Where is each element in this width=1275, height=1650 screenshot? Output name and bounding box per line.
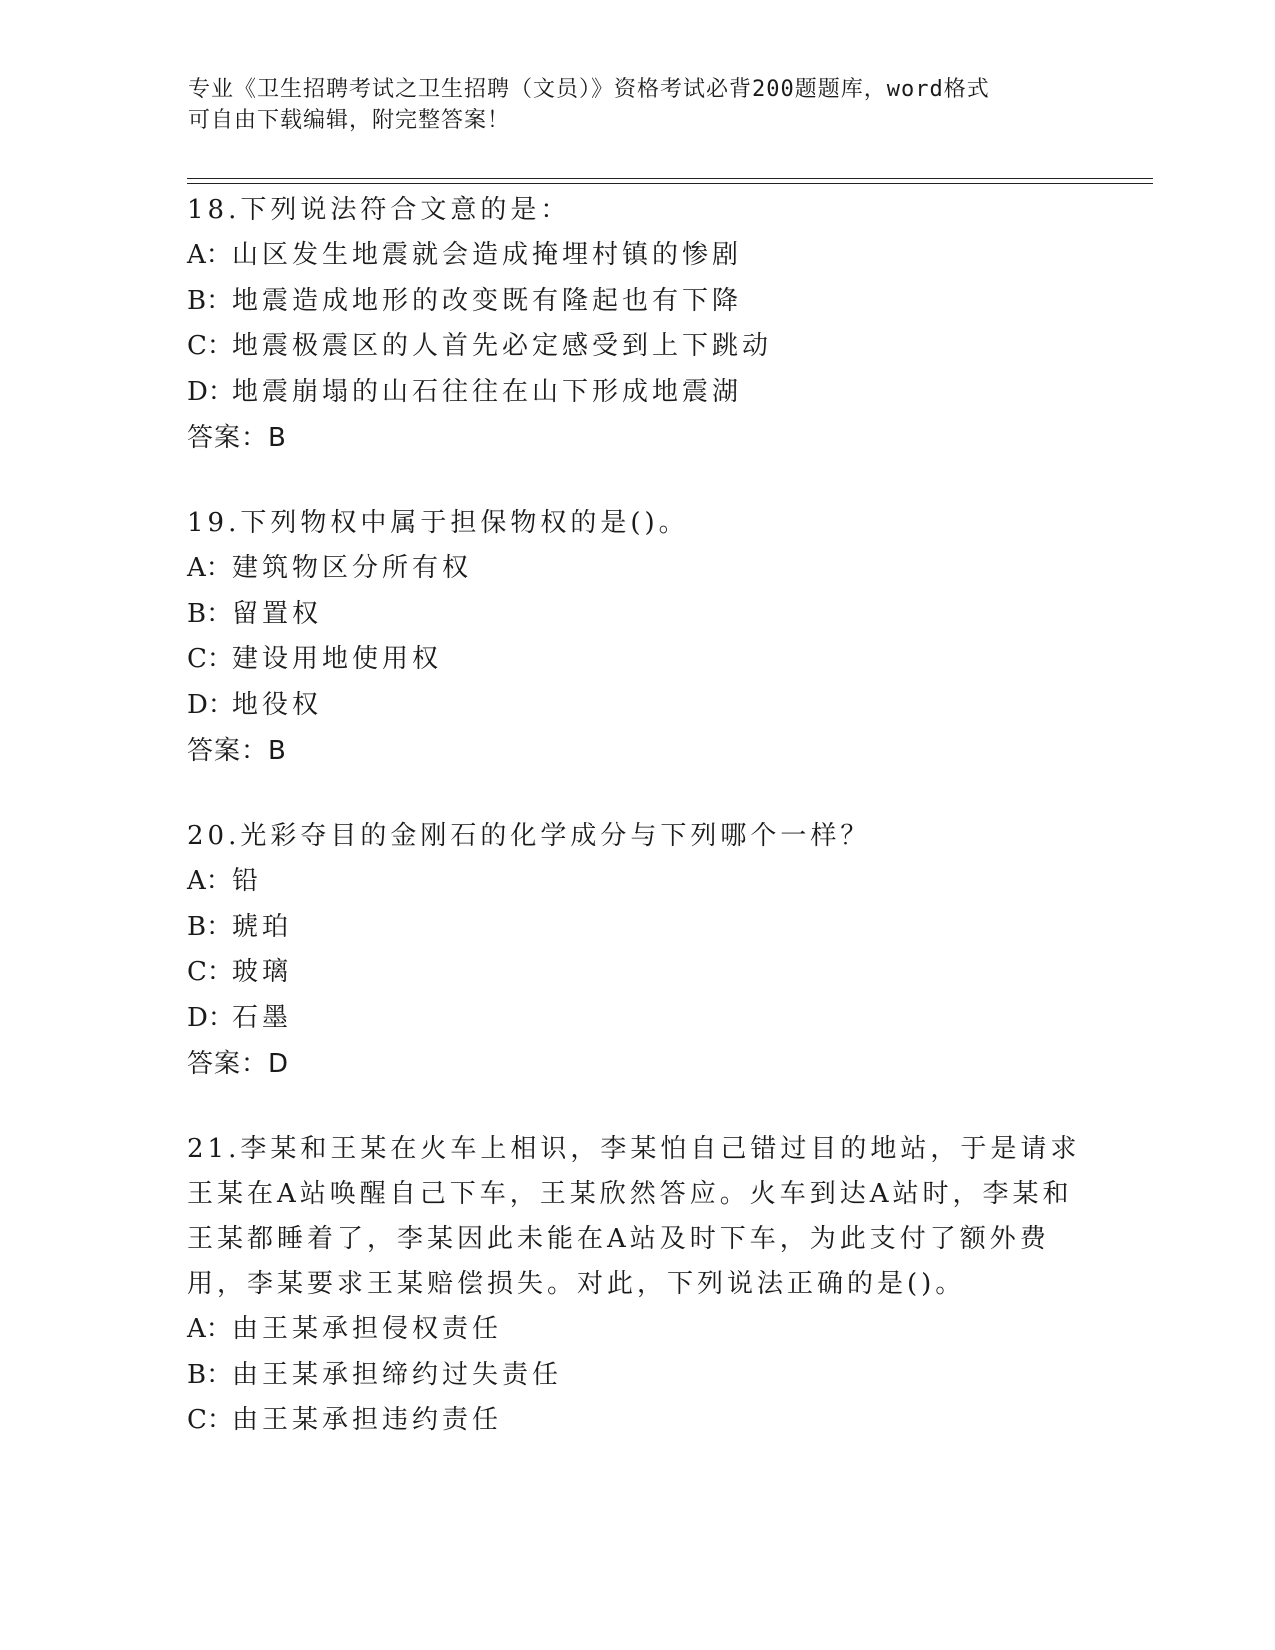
option-key: B： xyxy=(187,911,233,942)
option-a xyxy=(187,233,1087,279)
option-key: B： xyxy=(187,285,233,316)
option-text: 山区发生地震就会造成掩埋村镇的惨剧 xyxy=(232,240,743,270)
header-line-1: 专业《卫生招聘考试之卫生招聘（文员）》资格考试必背200题题库，word格式 xyxy=(188,77,990,102)
question-stem: 21.李某和王某在火车上相识，李某怕自己错过目的地站，于是请求王某在A站唤醒自己下车，王某欣然答应。火车到达A站时，李某和王某都睡着了，李某因此未能在A站及时下车，为此支付了额外费用，李某要求王某赔偿损失。对此，下列说法正确的是()。 xyxy=(187,1134,1081,1299)
option-text: 由王某承担缔约过失责任 xyxy=(232,1359,563,1390)
header-divider-bottom xyxy=(187,183,1153,184)
option-b xyxy=(187,592,1087,638)
question-gap xyxy=(187,774,1087,814)
option-key: A： xyxy=(187,1314,232,1344)
answer-line: 答案：D xyxy=(187,1049,290,1079)
option-key: C： xyxy=(187,1405,233,1435)
option-key: C： xyxy=(187,331,233,361)
option-text: 地震极震区的人首先必定感受到上下跳动 xyxy=(232,331,773,361)
option-b xyxy=(187,905,1087,951)
option-text: 由王某承担侵权责任 xyxy=(232,1314,503,1344)
option-text: 建设用地使用权 xyxy=(232,644,443,674)
option-text: 玻璃 xyxy=(232,957,293,987)
option-key: A： xyxy=(187,866,232,896)
question-19 xyxy=(187,501,1087,774)
question-gap xyxy=(187,1087,1087,1127)
option-text: 石墨 xyxy=(232,1002,293,1033)
header-line-2: 可自由下载编辑，附完整答案！ xyxy=(188,108,511,133)
header-divider-top xyxy=(187,178,1153,179)
option-key: A： xyxy=(187,553,232,583)
question-list xyxy=(187,188,1087,1444)
option-d xyxy=(187,370,1087,416)
option-key: A： xyxy=(187,240,232,270)
question-stem: 19.下列物权中属于担保物权的是()。 xyxy=(187,508,689,538)
option-b xyxy=(187,1353,1087,1399)
option-text: 琥珀 xyxy=(232,911,293,942)
question-gap xyxy=(187,461,1087,501)
option-key: D： xyxy=(187,376,234,407)
option-key: D： xyxy=(187,1002,234,1033)
option-a xyxy=(187,1307,1087,1353)
option-key: C： xyxy=(187,957,233,987)
option-a xyxy=(187,859,1087,905)
option-text: 由王某承担违约责任 xyxy=(232,1405,503,1435)
question-20 xyxy=(187,814,1087,1087)
question-18 xyxy=(187,188,1087,461)
option-key: B： xyxy=(187,598,233,629)
option-text: 铅 xyxy=(232,866,263,896)
option-b xyxy=(187,279,1087,325)
question-stem: 18.下列说法符合文意的是： xyxy=(187,195,571,225)
option-text: 地震造成地形的改变既有隆起也有下降 xyxy=(232,285,743,316)
option-key: C： xyxy=(187,644,233,674)
option-c xyxy=(187,950,1087,996)
option-d xyxy=(187,996,1087,1042)
question-stem: 20.光彩夺目的金刚石的化学成分与下列哪个一样？ xyxy=(187,821,871,851)
option-d xyxy=(187,683,1087,729)
option-c xyxy=(187,637,1087,683)
option-text: 地震崩塌的山石往往在山下形成地震湖 xyxy=(232,376,743,407)
document-header xyxy=(188,74,1088,136)
option-key: D： xyxy=(187,689,234,720)
answer-line: 答案：B xyxy=(187,736,287,766)
option-text: 地役权 xyxy=(232,689,323,720)
answer-line: 答案：B xyxy=(187,423,287,453)
option-c xyxy=(187,1398,1087,1444)
option-text: 留置权 xyxy=(232,598,323,629)
question-21 xyxy=(187,1127,1087,1444)
option-c xyxy=(187,324,1087,370)
option-key: B： xyxy=(187,1359,233,1390)
option-a xyxy=(187,546,1087,592)
option-text: 建筑物区分所有权 xyxy=(232,553,473,583)
